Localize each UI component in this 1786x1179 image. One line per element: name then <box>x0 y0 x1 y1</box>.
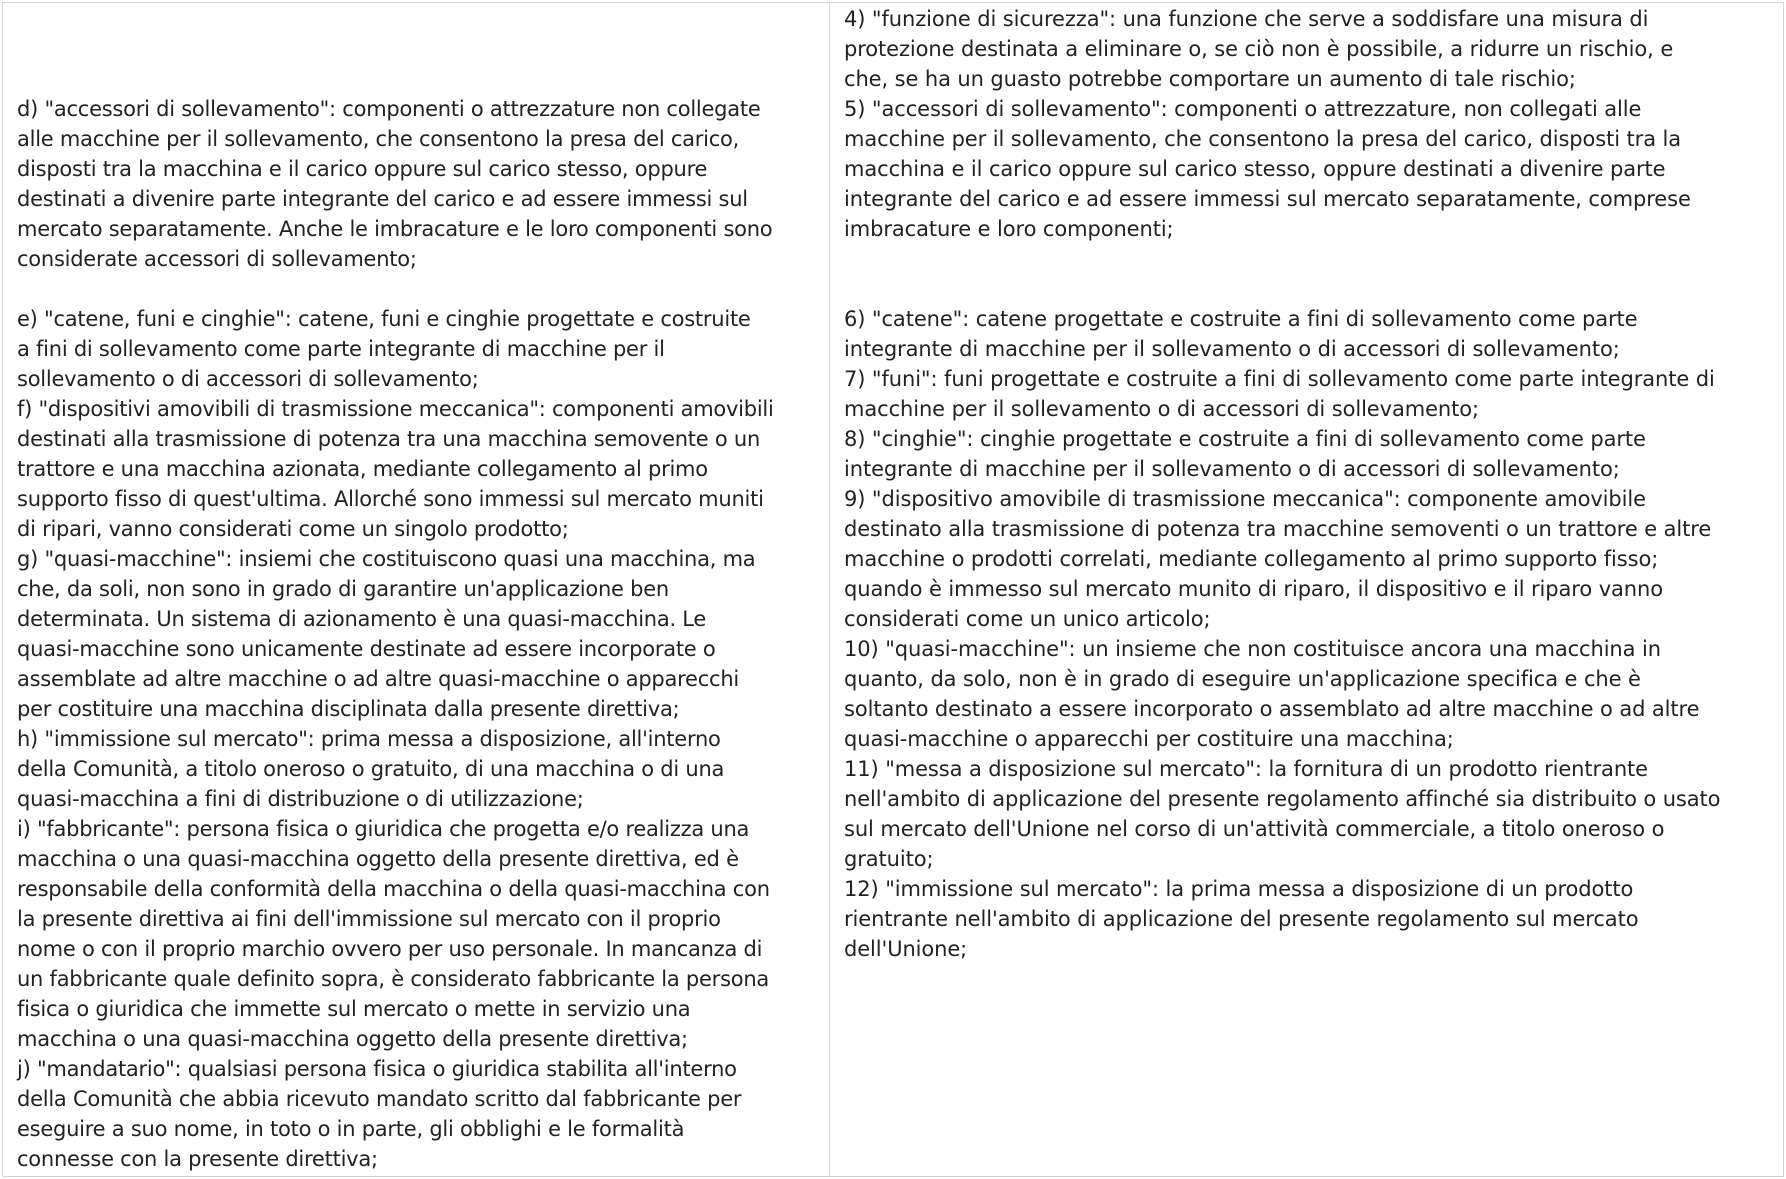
text-line: macchina o una quasi-macchina oggetto della presente direttiva; <box>17 1027 688 1051</box>
text-line: 9) "dispositivo amovibile di trasmissione meccanica": componente amovibile <box>844 487 1646 511</box>
blank-line <box>17 34 817 64</box>
text-line: 11) "messa a disposizione sul mercato": la fornitura di un prodotto rientrante <box>844 757 1648 781</box>
text-line: integrante di macchine per il sollevamento o di accessori di sollevamento; <box>844 337 1620 361</box>
text-line: la presente direttiva ai fini dell'immissione sul mercato con il proprio <box>17 907 721 931</box>
text-line: nell'ambito di applicazione del presente regolamento affinché sia distribuito o usato <box>844 787 1721 811</box>
text-line: macchina e il carico oppure sul carico stesso, oppure destinati a divenire parte <box>844 157 1666 181</box>
text-line: integrante del carico e ad essere immessi sul mercato separatamente, comprese <box>844 187 1691 211</box>
blank-line <box>17 274 817 304</box>
text-line: h) "immissione sul mercato": prima messa a disposizione, all'interno <box>17 727 721 751</box>
comparison-table <box>2 2 1784 1177</box>
text-line: rientrante nell'ambito di applicazione del presente regolamento sul mercato <box>844 907 1639 931</box>
text-line: considerati come un unico articolo; <box>844 607 1211 631</box>
blank-line <box>17 4 817 34</box>
text-line: destinati a divenire parte integrante del carico e ad essere immessi sul <box>17 187 748 211</box>
text-line: di ripari, vanno considerati come un singolo prodotto; <box>17 517 569 541</box>
blank-line <box>17 64 817 94</box>
text-line: che, se ha un guasto potrebbe comportare un aumento di tale rischio; <box>844 67 1576 91</box>
text-line: macchine per il sollevamento, che consentono la presa del carico, disposti tra la <box>844 127 1682 151</box>
blank-line <box>844 274 1771 304</box>
text-line: destinato alla trasmissione di potenza tra macchine semoventi o un trattore e altre <box>844 517 1712 541</box>
text-line: e) "catene, funi e cinghie": catene, funi e cinghie progettate e costruite <box>17 307 751 331</box>
text-line: quasi-macchine sono unicamente destinate ad essere incorporate o <box>17 637 716 661</box>
text-line: mercato separatamente. Anche le imbracature e le loro componenti sono <box>17 217 773 241</box>
text-line: della Comunità che abbia ricevuto mandato scritto dal fabbricante per <box>17 1087 742 1111</box>
text-line: d) "accessori di sollevamento": componenti o attrezzature non collegate <box>17 97 761 121</box>
text-line: 12) "immissione sul mercato": la prima messa a disposizione di un prodotto <box>844 877 1634 901</box>
text-line: 5) "accessori di sollevamento": componenti o attrezzature, non collegati alle <box>844 97 1642 121</box>
text-line: che, da soli, non sono in grado di garantire un'applicazione ben <box>17 577 669 601</box>
text-line: imbracature e loro componenti; <box>844 217 1174 241</box>
text-line: considerate accessori di sollevamento; <box>17 247 417 271</box>
blank-line <box>844 244 1771 274</box>
text-line: f) "dispositivi amovibili di trasmissione meccanica": componenti amovibili <box>17 397 774 421</box>
text-line: eseguire a suo nome, in toto o in parte, gli obblighi e le formalità <box>17 1117 685 1141</box>
text-line: quasi-macchina a fini di distribuzione o di utilizzazione; <box>17 787 584 811</box>
text-line: macchine o prodotti correlati, mediante collegamento al primo supporto fisso; <box>844 547 1659 571</box>
text-line: 10) "quasi-macchine": un insieme che non costituisce ancora una macchina in <box>844 637 1661 661</box>
text-line: sul mercato dell'Unione nel corso di un'attività commerciale, a titolo oneroso o <box>844 817 1665 841</box>
text-line: supporto fisso di quest'ultima. Allorché sono immessi sul mercato muniti <box>17 487 764 511</box>
text-line: soltanto destinato a essere incorporato o assemblato ad altre macchine o ad altre <box>844 697 1700 721</box>
text-line: gratuito; <box>844 847 934 871</box>
text-line: quanto, da solo, non è in grado di eseguire un'applicazione specifica e che è <box>844 667 1641 691</box>
text-line: 8) "cinghie": cinghie progettate e costruite a fini di sollevamento come parte <box>844 427 1646 451</box>
text-line: quando è immesso sul mercato munito di riparo, il dispositivo e il riparo vanno <box>844 577 1663 601</box>
left-column-old-directive <box>3 3 830 1176</box>
text-line: j) "mandatario": qualsiasi persona fisica o giuridica stabilita all'interno <box>17 1057 737 1081</box>
text-line: responsabile della conformità della macchina o della quasi-macchina con <box>17 877 770 901</box>
text-line: protezione destinata a eliminare o, se ciò non è possibile, a ridurre un rischio, e <box>844 37 1674 61</box>
text-line: 7) "funi": funi progettate e costruite a fini di sollevamento come parte integrante di <box>844 367 1715 391</box>
text-line: assemblate ad altre macchine o ad altre quasi-macchine o apparecchi <box>17 667 739 691</box>
text-line: quasi-macchine o apparecchi per costituire una macchina; <box>844 727 1454 751</box>
text-line: 4) "funzione di sicurezza": una funzione che serve a soddisfare una misura di <box>844 7 1649 31</box>
text-line: per costituire una macchina disciplinata dalla presente direttiva; <box>17 697 680 721</box>
text-line: alle macchine per il sollevamento, che consentono la presa del carico, <box>17 127 740 151</box>
text-line: a fini di sollevamento come parte integrante di macchine per il <box>17 337 665 361</box>
text-line: nome o con il proprio marchio ovvero per uso personale. In mancanza di <box>17 937 763 961</box>
text-line: determinata. Un sistema di azionamento è una quasi-macchina. Le <box>17 607 707 631</box>
text-line: connesse con la presente direttiva; <box>17 1147 378 1171</box>
text-line: trattore e una macchina azionata, mediante collegamento al primo <box>17 457 708 481</box>
text-line: macchina o una quasi-macchina oggetto della presente direttiva, ed è <box>17 847 739 871</box>
text-line: i) "fabbricante": persona fisica o giuridica che progetta e/o realizza una <box>17 817 750 841</box>
text-line: fisica o giuridica che immette sul mercato o mette in servizio una <box>17 997 691 1021</box>
text-line: 6) "catene": catene progettate e costruite a fini di sollevamento come parte <box>844 307 1638 331</box>
text-line: macchine per il sollevamento o di accessori di sollevamento; <box>844 397 1479 421</box>
text-line: sollevamento o di accessori di sollevamento; <box>17 367 479 391</box>
text-line: g) "quasi-macchine": insiemi che costituiscono quasi una macchina, ma <box>17 547 756 571</box>
text-line: disposti tra la macchina e il carico oppure sul carico stesso, oppure <box>17 157 708 181</box>
text-line: integrante di macchine per il sollevamento o di accessori di sollevamento; <box>844 457 1620 481</box>
text-line: un fabbricante quale definito sopra, è considerato fabbricante la persona <box>17 967 770 991</box>
right-column-new-regulation <box>830 3 1783 1176</box>
text-line: dell'Unione; <box>844 937 968 961</box>
text-line: della Comunità, a titolo oneroso o gratuito, di una macchina o di una <box>17 757 725 781</box>
text-line: destinati alla trasmissione di potenza tra una macchina semovente o un <box>17 427 761 451</box>
